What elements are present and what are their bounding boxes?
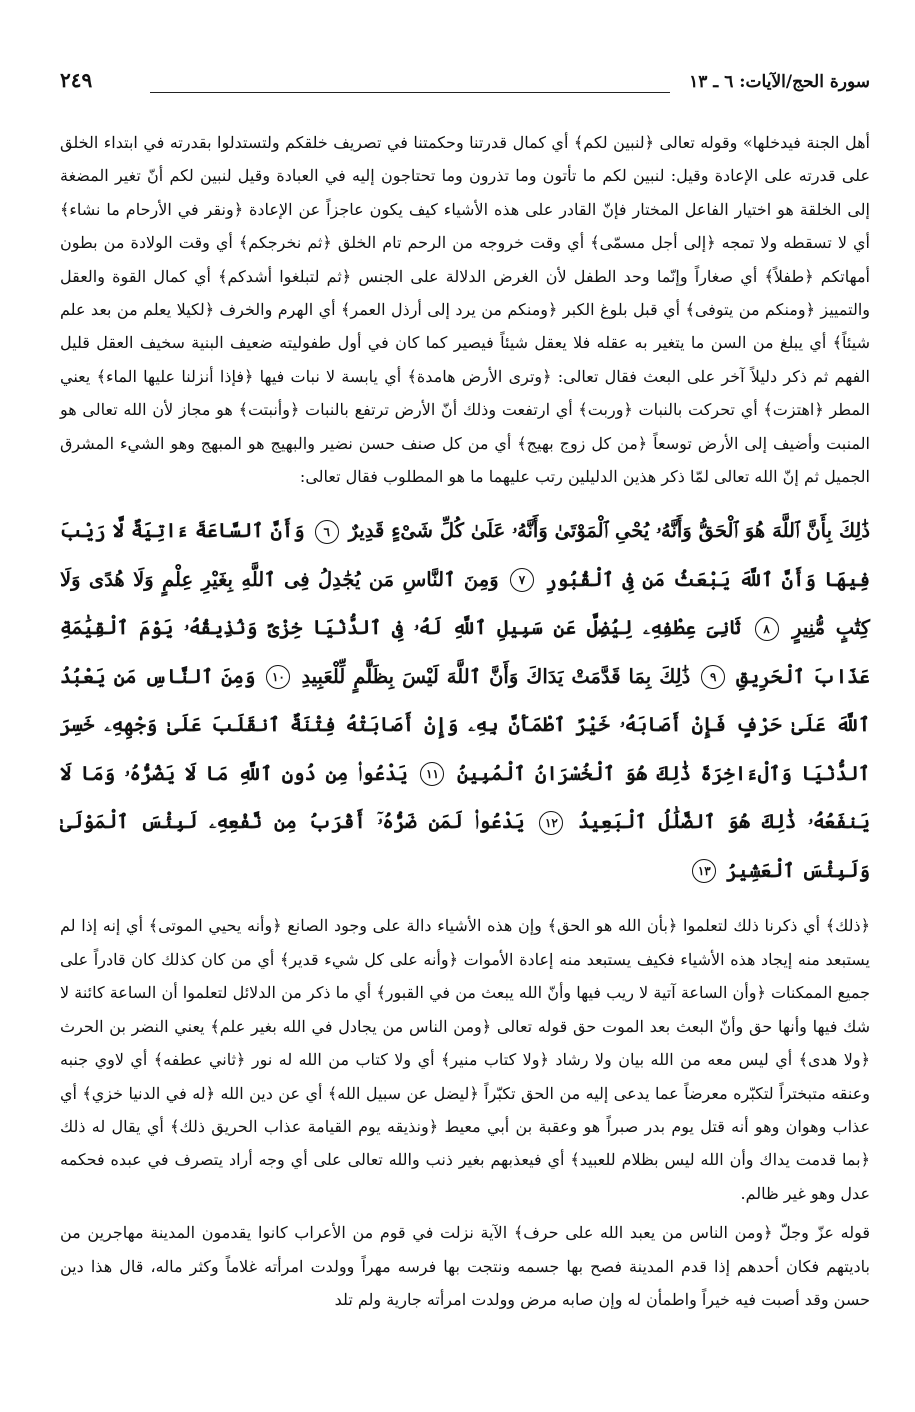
commentary-paragraph: أهل الجنة فيدخلها» وقوله تعالى ﴿لنبين لكم﴾ أي كمال قدرتنا وحكمتنا في تصريف خلقكم ولتستدلوا بقدرته في ابتداء الخلق على قدرته على الإعادة وقيل: لنبين لكم ما تأتون وما تذرون وما تحتاجون إليه في العبادة وقيل لنبين لكم أنّ تغير المضغة إلى الخلقة هو اختيار الفاعل المختار فإنّ القادر على هذه الأشياء كيف يكون عاجزاً عن الإعادة ﴿ونقر في الأرحام ما نشاء﴾ أي لا تسقطه ولا تمجه ﴿إلى أجل مسمّى﴾ أي وقت خروجه من الرحم تام الخلق ﴿ثم نخرجكم﴾ أي وقت الولادة من بطون أمهاتكم ﴿طفلاً﴾ أي صغاراً وإنّما وحد الطفل لأن الغرض الدلالة على الجنس ﴿ثم لتبلغوا أشدكم﴾ أي كمال القوة والعقل والتمييز ﴿ومنكم من يتوفى﴾ أي قبل بلوغ الكبر ﴿ومنكم من يرد إلى أرذل العمر﴾ أي الهرم والخرف ﴿لكيلا يعلم من بعد علم شيئاً﴾ أي يبلغ من السن ما يتغير به عقله فلا يعقل شيئاً فيصير كما كان في أول طفوليته ضعيف البنية سخيف العقل قليل الفهم ثم ذكر دليلاً آخر على البعث فقال تعالى: ﴿وترى الأرض هامدة﴾ أي يابسة لا نبات فيها ﴿فإذا أنزلنا عليها الماء﴾ يعني المطر ﴿اهتزت﴾ أي تحركت بالنبات ﴿وربت﴾ أي ارتفعت وذلك أنّ الأرض ترتفع بالنبات ﴿وأنبتت﴾ هو مجاز لأن الله تعالى هو المنبت وأضيف إلى الأرض توسعاً ﴿من كل زوج بهيج﴾ أي من كل صنف حسن نضير والبهيج هو المبهج وهو الشيء المشرق الجميل ثم إنّ الله تعالى لمّا ذكر هذين الدليلين رتب عليهما ما هو المطلوب فقال تعالى:: [60, 133, 871, 487]
verse-text: ذَٰلِكَ بِأَنَّ ٱللَّهَ هُوَ ٱلْحَقُّ وَأَنَّهُۥ يُحْىِ ٱلْمَوْتَىٰ وَأَنَّهُۥ عَلَىٰ كُلِّ شَىْءٍ قَدِيرٌ: [348, 519, 871, 543]
commentary-paragraph: قوله عزّ وجلّ ﴿ومن الناس من يعبد الله على حرف﴾ الآية نزلت في قوم من الأعراب كانوا يقدمون المدينة مهاجرين من باديتهم فكان أحدهم إذا قدم المدينة فصح بها جسمه ونتجت بها فرسه مهراً وولدت امرأته غلاماً وكثر ماله، قال هذا دين حسن وقد أصبت فيه خيراً واطمأن له وإن صابه مرض وولدت امرأته جارية ولم تلد: [60, 1223, 870, 1309]
page-number: ٢٤٩: [60, 68, 93, 92]
verse-text: يَدْعُوا۟ مِن دُونِ ٱللَّهِ مَا لَا يَضُرُّهُۥ وَمَا لَا يَنفَعُهُۥ ذَٰلِكَ هُوَ ٱلضَّلَٰلُ ٱلْبَعِيدُ: [60, 761, 870, 834]
verse-text: يَدْعُوا۟ لَمَن ضَرُّهُۥٓ أَقْرَبُ مِن نَّفْعِهِۦ لَبِئْسَ ٱلْمَوْلَىٰ وَلَبِئْسَ ٱلْعَشِيرُ: [60, 810, 870, 882]
page-header: [60, 58, 870, 98]
verse-text: وَمِنَ ٱلنَّاسِ مَن يَعْبُدُ ٱللَّهَ عَلَىٰ حَرْفٍ فَإِنْ أَصَابَهُۥ خَيْرٌ ٱطْمَأَنَّ بِهِۦ وَإِنْ أَصَابَتْهُ فِتْنَةٌ ٱنقَلَبَ عَلَىٰ وَجْهِهِۦ خَسِرَ ٱلدُّنْيَا وَٱلْءَاخِرَةَ ذَٰلِكَ هُوَ ٱلْخُسْرَانُ ٱلْمُبِينُ: [60, 664, 870, 785]
header-rule: [150, 92, 670, 93]
verse-text: وَأَنَّ ٱلسَّاعَةَ ءَاتِيَةٌ لَّا رَيْبَ فِيهَا وَأَنَّ ٱللَّهَ يَبْعَثُ مَن فِى ٱلْقُبُورِ: [60, 519, 871, 591]
verse-number-marker: ١١: [420, 762, 444, 786]
verse-number-marker: ٧: [510, 568, 534, 592]
verse-number-marker: ٩: [701, 665, 725, 689]
quran-verses-block: [60, 507, 870, 895]
verse-number-marker: ٦: [315, 520, 339, 544]
running-title: سورة الحج/الآيات: ٦ ـ ١٣: [689, 72, 870, 92]
verse-text: ثَانِىَ عِطْفِهِۦ لِيُضِلَّ عَن سَبِيلِ ٱللَّهِ لَهُۥ فِى ٱلدُّنْيَا خِزْىٌ وَنُذِيقُهُۥ يَوْمَ ٱلْقِيَٰمَةِ عَذَابَ ٱلْحَرِيقِ: [60, 616, 870, 688]
verse-number-marker: ١٢: [539, 811, 563, 835]
verse-number-marker: ١٣: [692, 859, 716, 883]
verse-text: ذَٰلِكَ بِمَا قَدَّمَتْ يَدَاكَ وَأَنَّ ٱللَّهَ لَيْسَ بِظَلَّٰمٍ لِّلْعَبِيدِ: [301, 664, 691, 688]
verse-number-marker: ١٠: [266, 665, 290, 689]
verse-number-marker: ٨: [755, 617, 779, 641]
verse-text: وَمِنَ ٱلنَّاسِ مَن يُجَٰدِلُ فِى ٱللَّهِ بِغَيْرِ عِلْمٍ وَلَا هُدًى وَلَا كِتَٰبٍ مُّنِيرٍ: [60, 567, 871, 640]
commentary-paragraph: ﴿ذلك﴾ أي ذكرنا ذلك لتعلموا ﴿بأن الله هو الحق﴾ وإن هذه الأشياء دالة على وجود الصانع ﴿وأنه يحيي الموتى﴾ أي إنه إذا لم يستبعد منه إيجاد هذه الأشياء فكيف يستبعد منه إعادة الأموات ﴿وأنه على كل شيء قدير﴾ أي من كان كذلك كان قادراً على جميع الممكنات ﴿وأن الساعة آتية لا ريب فيها وأنّ الله يبعث من في القبور﴾ أي ما ذكر من الدلائل لتعلموا أن الساعة كائنة لا شك فيها وأنها حق وأنّ البعث بعد الموت حق قوله تعالى ﴿ومن الناس من يجادل في الله بغير علم﴾ يعني النضر بن الحرث ﴿ولا هدى﴾ أي ليس معه من الله بيان ولا رشاد ﴿ولا كتاب منير﴾ أي ولا كتاب من الله له نور ﴿ثاني عطفه﴾ أي لاوي جنبه وعنقه متبختراً لتكبّره معرضاً عما يدعى إليه من الحق تكبّراً ﴿ليضل عن سبيل الله﴾ أي عن دين الله ﴿له في الدنيا خزي﴾ أي عذاب وهوان وهو أنه قتل يوم بدر صبراً هو وعقبة بن أبي معيط ﴿ونذيقه يوم القيامة عذاب الحريق ذلك﴾ أي يقال له ذلك ﴿بما قدمت يداك وأن الله ليس بظلام للعبيد﴾ أي فيعذبهم بغير ذنب والله تعالى على أي وجه أراد يتصرف في عبده فحكمه عدل وهو غير ظالم.: [60, 916, 871, 1203]
document-page: [60, 58, 870, 1398]
